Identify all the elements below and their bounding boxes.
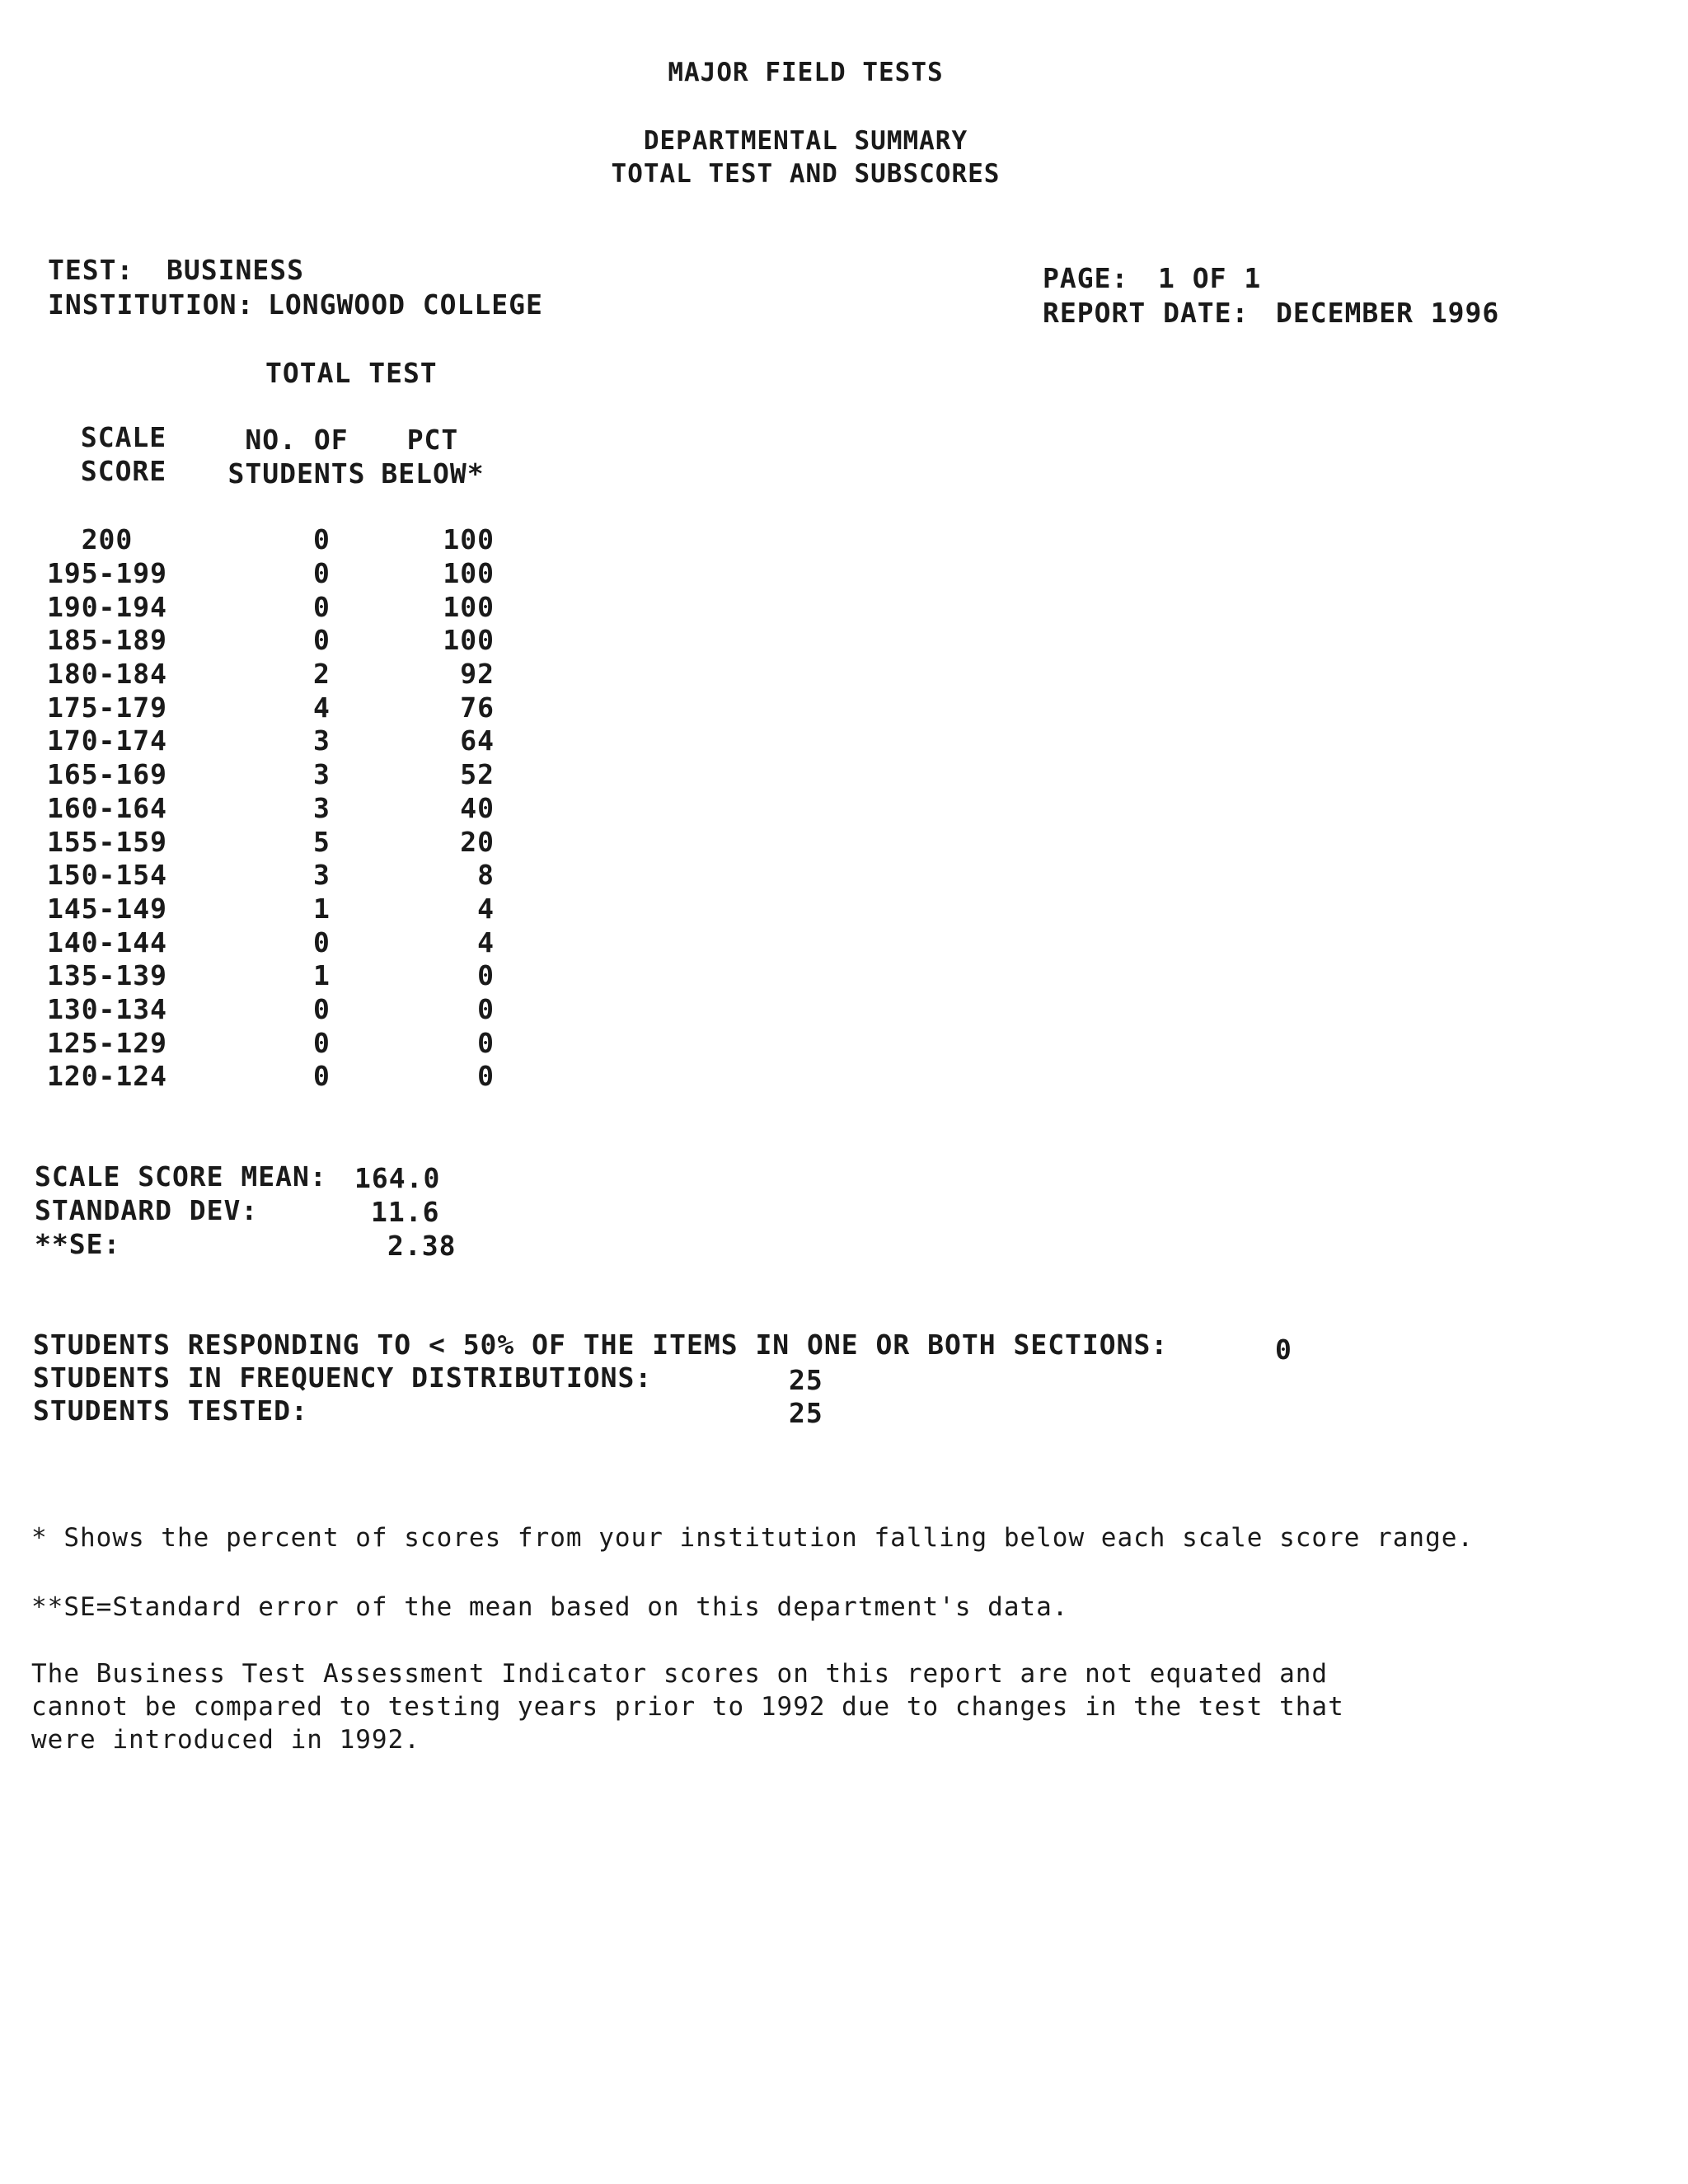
no-of-students-value: 5 xyxy=(313,825,331,858)
pct-below-cell xyxy=(338,825,495,859)
pct-below-cell xyxy=(338,959,495,993)
no-of-students-value: 3 xyxy=(313,724,331,757)
scale-score-cell: 200 xyxy=(81,523,134,556)
standard-dev-label: STANDARD DEV: xyxy=(35,1194,259,1226)
no-of-students-value: 3 xyxy=(313,859,331,892)
table-row xyxy=(33,758,495,792)
pct-below-value: 92 xyxy=(460,658,495,691)
table-row xyxy=(33,1060,495,1094)
pct-below-value: 100 xyxy=(443,624,495,657)
no-of-students-value: 2 xyxy=(313,658,331,691)
score-distribution-table xyxy=(33,523,495,1094)
no-of-students-cell xyxy=(181,658,338,691)
no-of-students-cell xyxy=(181,590,338,624)
scale-score-cell: 195-199 xyxy=(46,557,168,590)
table-row xyxy=(33,691,495,724)
footnote-pct-below: * Shows the percent of scores from your institution falling below each scale score range. xyxy=(31,1523,1475,1553)
pct-below-cell xyxy=(338,859,495,893)
section-title-total-test: TOTAL TEST xyxy=(265,357,438,389)
students-frequency-label: STUDENTS IN FREQUENCY DISTRIBUTIONS: xyxy=(33,1361,653,1394)
scale-score-cell: 125-129 xyxy=(46,1026,168,1059)
table-row xyxy=(33,993,495,1027)
scale-score-cell: 130-134 xyxy=(46,992,168,1025)
pct-below-value: 0 xyxy=(477,1060,495,1093)
pct-below-value: 100 xyxy=(443,557,495,590)
pct-below-cell xyxy=(338,658,495,691)
students-responding-value: 0 xyxy=(1275,1333,1292,1366)
pct-below-cell xyxy=(338,792,495,826)
pct-below-value: 100 xyxy=(443,590,495,623)
column-header-no-of-students xyxy=(223,423,371,490)
column-header-scale-line1: SCALE xyxy=(80,421,167,453)
no-of-students-cell xyxy=(181,993,338,1027)
pct-below-cell xyxy=(338,758,495,792)
scale-score-cell: 185-189 xyxy=(46,624,168,657)
no-of-students-cell xyxy=(181,624,338,658)
no-of-students-value: 0 xyxy=(313,590,331,623)
table-row xyxy=(33,893,495,926)
table-row xyxy=(33,792,495,826)
scale-score-cell: 140-144 xyxy=(46,926,168,958)
no-of-students-value: 0 xyxy=(313,624,331,657)
scale-score-cell: 135-139 xyxy=(46,959,168,992)
no-of-students-value: 0 xyxy=(313,992,331,1025)
no-of-students-cell xyxy=(181,557,338,591)
scale-score-cell: 145-149 xyxy=(46,892,168,925)
table-row xyxy=(33,557,495,591)
pct-below-value: 0 xyxy=(477,992,495,1025)
standard-error-value: 2.38 xyxy=(387,1230,457,1262)
scale-score-cell: 175-179 xyxy=(46,691,168,724)
no-of-students-value: 0 xyxy=(313,926,331,958)
pct-below-value: 4 xyxy=(477,926,495,958)
pct-below-value: 20 xyxy=(460,825,495,858)
column-header-pct-line1: PCT xyxy=(406,424,459,456)
pct-below-cell xyxy=(338,523,495,557)
page-value: 1 OF 1 xyxy=(1158,262,1262,294)
scale-score-cell: 170-174 xyxy=(46,724,168,757)
pct-below-cell xyxy=(338,1026,495,1060)
students-tested-value: 25 xyxy=(789,1397,823,1429)
report-subtitle-summary: DEPARTMENTAL SUMMARY xyxy=(643,126,968,156)
column-header-scale-line2: SCORE xyxy=(80,455,167,487)
pct-below-value: 76 xyxy=(460,691,495,724)
scale-score-mean-label: SCALE SCORE MEAN: xyxy=(35,1160,327,1193)
column-header-pct-below xyxy=(375,423,490,490)
no-of-students-value: 3 xyxy=(313,758,331,791)
no-of-students-value: 4 xyxy=(313,691,331,724)
pct-below-cell xyxy=(338,691,495,724)
no-of-students-cell xyxy=(181,926,338,959)
pct-below-cell xyxy=(338,926,495,959)
institution-label: INSTITUTION: xyxy=(48,288,255,321)
scale-score-cell: 150-154 xyxy=(46,859,168,892)
table-row xyxy=(33,658,495,691)
scale-score-mean-value: 164.0 xyxy=(354,1162,441,1194)
report-date-label: REPORT DATE: xyxy=(1043,297,1250,329)
students-responding-label: STUDENTS RESPONDING TO < 50% OF THE ITEMS IN ONE OR BOTH SECTIONS: xyxy=(33,1329,1169,1361)
pct-below-value: 64 xyxy=(460,724,495,757)
column-header-scale-score xyxy=(49,420,198,488)
no-of-students-cell xyxy=(181,959,338,993)
page-label: PAGE: xyxy=(1043,262,1129,294)
column-header-students-line2: STUDENTS xyxy=(227,457,366,490)
no-of-students-value: 1 xyxy=(313,959,331,992)
table-row xyxy=(33,825,495,859)
pct-below-value: 100 xyxy=(443,523,495,556)
scale-score-cell: 190-194 xyxy=(46,590,168,623)
pct-below-cell xyxy=(338,624,495,658)
table-row xyxy=(33,624,495,658)
pct-below-cell xyxy=(338,893,495,926)
students-tested-label: STUDENTS TESTED: xyxy=(33,1394,308,1427)
no-of-students-cell xyxy=(181,1060,338,1094)
pct-below-value: 0 xyxy=(477,959,495,992)
no-of-students-cell xyxy=(181,1026,338,1060)
pct-below-value: 4 xyxy=(477,892,495,925)
no-of-students-cell xyxy=(181,792,338,826)
no-of-students-cell xyxy=(181,724,338,758)
footnote-equating-line2: cannot be compared to testing years prior to 1992 due to changes in the test that xyxy=(31,1692,1344,1722)
no-of-students-value: 3 xyxy=(313,791,331,824)
table-row xyxy=(33,523,495,557)
institution-value: LONGWOOD COLLEGE xyxy=(268,288,543,321)
standard-dev-value: 11.6 xyxy=(371,1196,440,1228)
students-frequency-value: 25 xyxy=(789,1364,823,1396)
table-row xyxy=(33,590,495,624)
pct-below-value: 40 xyxy=(460,791,495,824)
pct-below-cell xyxy=(338,1060,495,1094)
footnote-equating-line1: The Business Test Assessment Indicator scores on this report are not equated and xyxy=(31,1659,1329,1689)
no-of-students-cell xyxy=(181,825,338,859)
scale-score-cell: 120-124 xyxy=(46,1060,168,1093)
no-of-students-value: 0 xyxy=(313,1060,331,1093)
report-subtitle-subscores: TOTAL TEST AND SUBSCORES xyxy=(611,159,1001,189)
no-of-students-value: 0 xyxy=(313,523,331,556)
table-row xyxy=(33,926,495,959)
no-of-students-cell xyxy=(181,758,338,792)
pct-below-cell xyxy=(338,993,495,1027)
column-header-students-line1: NO. OF xyxy=(245,424,349,456)
pct-below-value: 52 xyxy=(460,758,495,791)
no-of-students-cell xyxy=(181,893,338,926)
no-of-students-cell xyxy=(181,859,338,893)
column-header-pct-line2: BELOW* xyxy=(381,457,485,490)
test-label: TEST: xyxy=(48,254,134,286)
pct-below-cell xyxy=(338,590,495,624)
no-of-students-value: 1 xyxy=(313,892,331,925)
no-of-students-cell xyxy=(181,691,338,724)
scale-score-cell: 180-184 xyxy=(46,658,168,691)
no-of-students-cell xyxy=(181,523,338,557)
standard-error-label: **SE: xyxy=(35,1228,121,1260)
test-value: BUSINESS xyxy=(166,254,304,286)
pct-below-value: 8 xyxy=(477,859,495,892)
pct-below-cell xyxy=(338,724,495,758)
pct-below-value: 0 xyxy=(477,1026,495,1059)
scale-score-cell: 165-169 xyxy=(46,758,168,791)
report-title: MAJOR FIELD TESTS xyxy=(668,58,944,87)
no-of-students-value: 0 xyxy=(313,1026,331,1059)
table-row xyxy=(33,959,495,993)
footnote-standard-error: **SE=Standard error of the mean based on this department's data. xyxy=(31,1592,1069,1622)
table-row xyxy=(33,724,495,758)
report-date-value: DECEMBER 1996 xyxy=(1276,297,1500,329)
table-row xyxy=(33,1026,495,1060)
footnote-equating-line3: were introduced in 1992. xyxy=(31,1725,420,1755)
scale-score-cell: 160-164 xyxy=(46,791,168,824)
pct-below-cell xyxy=(338,557,495,591)
score-distribution-rows xyxy=(33,523,495,1094)
scale-score-cell: 155-159 xyxy=(46,825,168,858)
no-of-students-value: 0 xyxy=(313,557,331,590)
table-row xyxy=(33,859,495,893)
